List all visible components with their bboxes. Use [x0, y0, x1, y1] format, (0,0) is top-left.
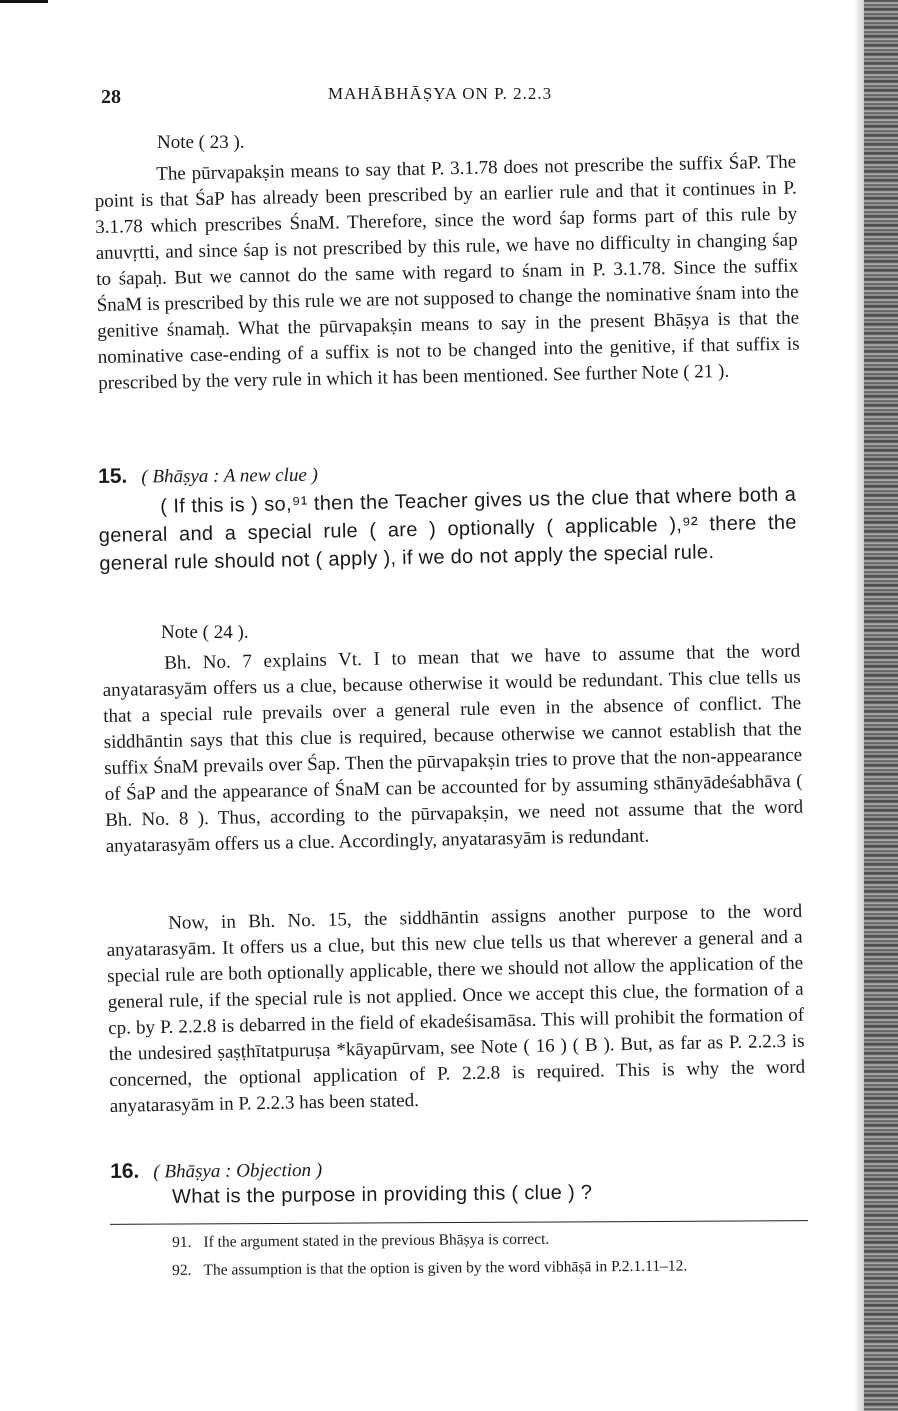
footnote-92 [172, 1258, 687, 1280]
note-24-para-2 [106, 899, 806, 1120]
footnote-91-text: If the argument stated in the previous Bhāṣya is correct. [203, 1230, 550, 1251]
note-23-body: The pūrvapakṣin means to say that P. 3.1.78 does not prescribe the suffix ŚaP. The point is that ŚaP has already been prescribed by an earlier rule and that it continues in P. 3.1.78 which prescribes ŚnaM. Therefore, since the word śap forms part of this rule by anuvṛtti, and since śap is not prescribed by this rule, we have no difficulty in changing śap to śapaḥ. But we cannot do the same with regard to śnam in P. 3.1.78. Since the suffix ŚnaM is prescribed by this rule we are not supposed to change the nominative śnam into the genitive śnamaḥ. What the pūrvapakṣin means to say in the present Bhāṣya is that the nominative case-ending of a suffix is not to be changed into the genitive, if that suffix is prescribed by the very rule in which it has been mentioned. See further Note ( 21 ). [94, 151, 800, 394]
running-title: MAHĀBHĀṢYA ON P. 2.2.3 [328, 84, 553, 103]
section-15-translation [98, 481, 797, 578]
page-edge-stack [864, 0, 898, 1411]
note-24-heading: Note ( 24 ). [161, 622, 249, 643]
page-shadow [854, 0, 864, 1411]
section-15-label: ( Bhāṣya : A new clue ) [141, 464, 319, 488]
footnote-92-number: 92. [172, 1261, 192, 1279]
page-number: 28 [101, 86, 121, 108]
section-16-number: 16. [110, 1159, 140, 1183]
section-16-heading [110, 1158, 322, 1184]
footnote-92-text: The assumption is that the option is given by the word vibhāṣā in P.2.1.11–12. [203, 1257, 688, 1279]
footnote-91-number: 91. [172, 1233, 192, 1251]
footnote-divider [110, 1220, 808, 1225]
note-24-para-1 [102, 639, 804, 860]
top-edge-line [0, 0, 48, 3]
section-15-heading [98, 463, 318, 489]
section-15-body: ( If this is ) so,⁹¹ then the Teacher gives us the clue that where both a general and a special rule ( are ) optionally ( applicable ),⁹² there the general rule should not ( apply ), if we do not apply the special rule. [98, 483, 797, 575]
note-24-para-1-body: Bh. No. 7 explains Vt. I to mean that we have to assume that the word anyatarasyām offers us a clue, because otherwise it would be redundant. This clue tells us that a special rule prevails over a general rule even in the absence of conflict. The siddhāntin says that this clue is required, because otherwise we cannot establish that the suffix ŚnaM prevails over Śap. Then the pūrvapakṣin tries to prove that the non-appearance of ŚaP and the appearance of ŚnaM can be accounted for by assuming sthānyādeśabhāva ( Bh. No. 8 ). Thus, according to the pūrvapakṣin, we need not assume that the word anyatarasyām offers us a clue. Accordingly, anyatarasyām is redundant. [102, 640, 804, 857]
section-16-label: ( Bhāṣya : Objection ) [153, 1159, 323, 1183]
note-24-para-2-body: Now, in Bh. No. 15, the siddhāntin assigns another purpose to the word anyatarasyām. It offers us a clue, but this new clue tells us that wherever a general and a special rule are both optionally applicable, there we should not allow the application of the general rule, if the special rule is not applied. Once we accept this clue, the formation of a cp. by P. 2.2.8 is debarred in the field of ekadeśisamāsa. This will prohibit the formation of the undesired ṣaṣṭhītatpuruṣa *kāyapūrvam, see Note ( 16 ) ( B ). But, as far as P. 2.2.3 is concerned, the optional application of P. 2.2.8 is required. This is why the word anyatarasyām in P. 2.2.3 has been stated. [106, 900, 806, 1117]
section-16-question: What is the purpose in providing this ( clue ) ? [172, 1181, 593, 1208]
note-23-heading: Note ( 23 ). [157, 132, 245, 153]
note-23-text [94, 150, 800, 397]
footnote-91 [172, 1231, 549, 1252]
section-15-number: 15. [98, 464, 128, 488]
